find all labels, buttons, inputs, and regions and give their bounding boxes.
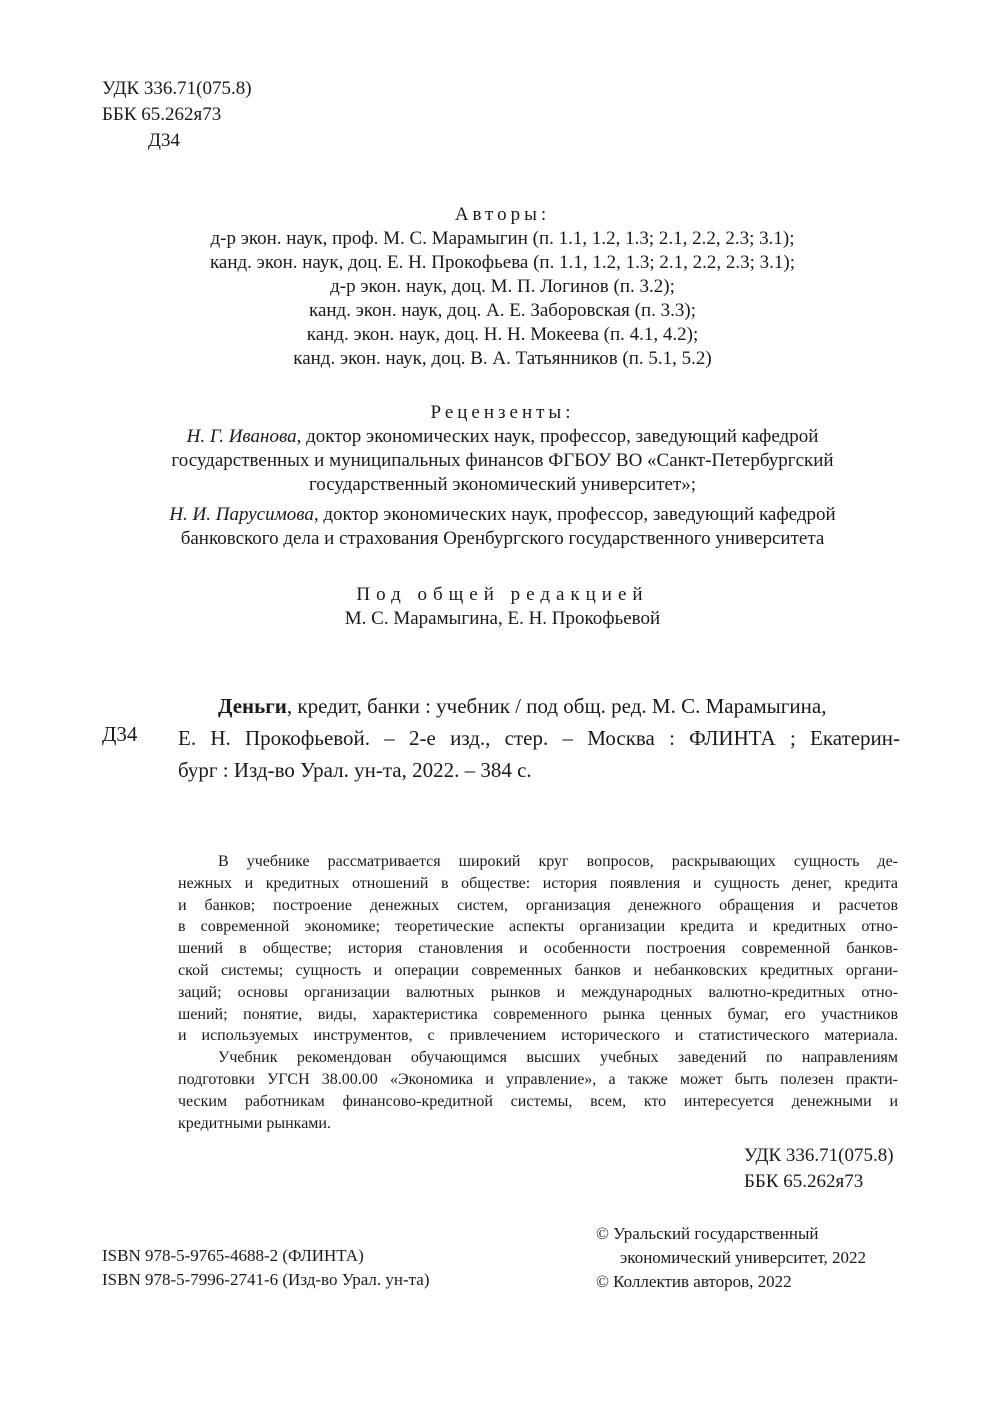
biblio-line-1 <box>178 690 900 722</box>
biblio-line-3: бург : Изд-во Урал. ун-та, 2022. – 384 с. <box>178 758 532 782</box>
annotation-line: шений в обществе; история становления и особенности построения современной банков- <box>178 940 898 958</box>
author-line: канд. экон. наук, доц. В. А. Татьянников (п. 5.1, 5.2) <box>293 348 712 369</box>
reviewer-description: , доктор экономических наук, профессор, заведующий кафедрой государственных и муниципальных финансов ФГБОУ ВО «Санкт-Петербургский государственный экономический университет»; <box>171 426 834 495</box>
copyright-line: экономический университет, 2022 <box>620 1248 867 1267</box>
book-title: Деньги <box>218 694 287 718</box>
annotation-line: подготовки УГСН 38.00.00 «Экономика и управление», а также может быть полезен практи- <box>178 1070 898 1088</box>
isbn-flinta: ISBN 978-5-9765-4688-2 (ФЛИНТА) <box>102 1246 364 1265</box>
editors-names: М. С. Марамыгина, Е. Н. Прокофьевой <box>344 608 661 629</box>
editorial-section <box>0 583 1005 631</box>
reviewers-heading: Рецензенты: <box>430 402 575 423</box>
udk-code: УДК 336.71(075.8) <box>102 78 252 99</box>
annotation-line: в современной экономике; теоретические аспекты организации кредита и кредитных отно- <box>178 918 898 936</box>
editorial-heading: Под общей редакцией <box>356 584 649 605</box>
annotation-line: Учебник рекомендован обучающимся высших учебных заведений по направлениям <box>218 1049 898 1067</box>
biblio-line-1-rest: , кредит, банки : учебник / под общ. ред. М. С. Марамыгина, <box>286 694 827 718</box>
author-line: д-р экон. наук, доц. М. П. Логинов (п. 3.2); <box>330 276 675 297</box>
copyright-line: © Уральский государственный <box>596 1224 819 1243</box>
classification-codes <box>102 76 252 154</box>
annotation-line: ческим работникам финансово-кредитной системы, всем, кто интересуется денежными и <box>178 1092 898 1110</box>
author-line: канд. экон. наук, доц. А. Е. Заборовская (п. 3.3); <box>309 300 696 321</box>
biblio-code: Д34 <box>102 722 138 746</box>
annotation-line: кредитными рынками. <box>178 1114 331 1132</box>
bbk-code: ББК 65.262я73 <box>102 104 222 125</box>
bibliographic-record <box>178 690 900 786</box>
bbk-code-right: ББК 65.262я73 <box>744 1171 864 1192</box>
reviewer-description: , доктор экономических наук, профессор, заведующий кафедрой банковского дела и страхования Оренбургского государственного университета <box>180 504 836 549</box>
author-line: д-р экон. наук, проф. М. С. Марамыгин (п. 1.1, 1.2, 1.3; 2.1, 2.2, 2.3; 3.1); <box>210 228 795 249</box>
annotation-line: нежных и кредитных отношений в обществе: история появления и сущность денег, кредита <box>178 874 898 892</box>
biblio-line-2: Е. Н. Прокофьевой. – 2-е изд., стер. – Москва : ФЛИНТА ; Екатерин- <box>178 726 900 750</box>
isbn-block <box>102 1244 430 1292</box>
classification-codes-right <box>744 1143 894 1195</box>
udk-code-right: УДК 336.71(075.8) <box>744 1145 894 1166</box>
annotation-line: и банков; построение денежных систем, организация денежного обращения и расчетов <box>178 896 898 914</box>
author-sign-code: Д34 <box>148 130 180 151</box>
annotation <box>178 851 898 1134</box>
author-line: канд. экон. наук, доц. Н. Н. Мокеева (п. 4.1, 4.2); <box>306 324 699 345</box>
copyright-block <box>596 1222 866 1294</box>
annotation-line: и используемых инструментов, с привлечением исторического и статистического материала. <box>178 1027 898 1045</box>
reviewer-entry <box>123 503 883 551</box>
reviewer-name: Н. И. Парусимова <box>169 504 314 525</box>
reviewer-name: Н. Г. Иванова <box>186 426 297 447</box>
annotation-line: ской системы; сущность и операции современных банков и небанковских кредитных органи- <box>178 961 898 979</box>
authors-section <box>0 203 1005 371</box>
authors-heading: Авторы: <box>454 204 551 225</box>
isbn-ural: ISBN 978-5-7996-2741-6 (Изд-во Урал. ун-та) <box>102 1270 430 1289</box>
annotation-line: шений; понятие, виды, характеристика современного рынка ценных бумаг, его участников <box>178 1005 898 1023</box>
reviewer-entry <box>123 425 883 497</box>
copyright-line: © Коллектив авторов, 2022 <box>596 1272 792 1291</box>
annotation-line: заций; основы организации валютных рынков и международных валютно-кредитных отно- <box>178 983 898 1001</box>
reviewers-section <box>0 401 1005 551</box>
annotation-line: В учебнике рассматривается широкий круг вопросов, раскрывающих сущность де- <box>218 853 898 870</box>
author-line: канд. экон. наук, доц. Е. Н. Прокофьева (п. 1.1, 1.2, 1.3; 2.1, 2.2, 2.3; 3.1); <box>209 252 796 273</box>
